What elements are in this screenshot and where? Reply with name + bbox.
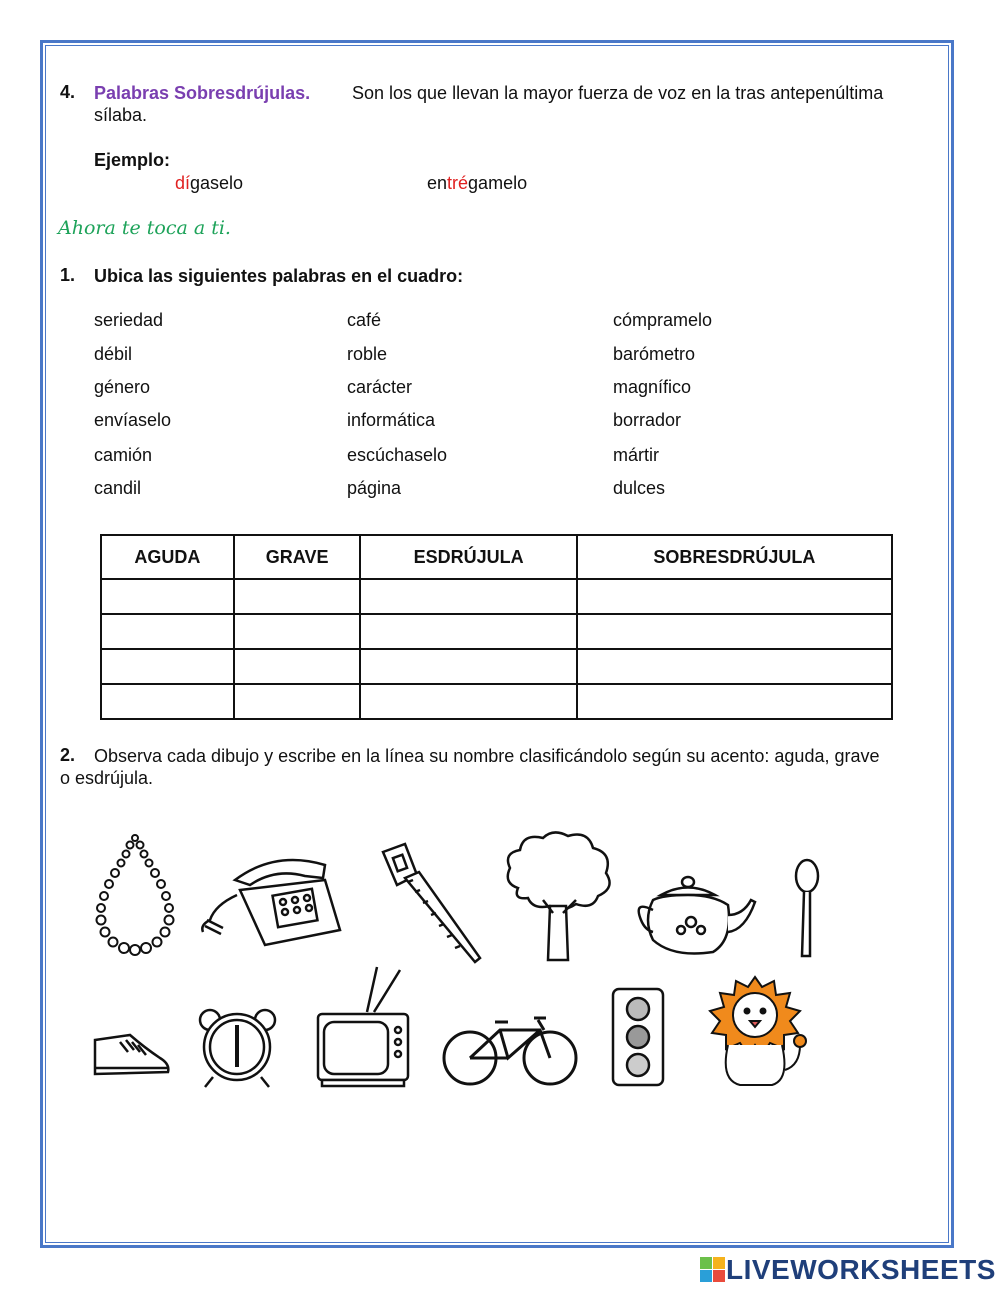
answer-cell[interactable] [234,579,361,614]
word: roble [347,344,388,364]
word: magnífico [613,377,692,397]
exercise1-number: 1. [60,265,76,285]
television-icon [312,962,412,1090]
word: página [347,478,402,498]
answer-cell[interactable] [360,579,576,614]
answer-cell[interactable] [101,649,234,684]
header-esdrujula: ESDRÚJULA [360,535,576,579]
stressed-syllable: dí [175,173,191,193]
answer-cell[interactable] [577,649,892,684]
header-aguda: AGUDA [101,535,234,579]
example-word-2 [427,172,527,194]
answer-cell[interactable] [234,614,361,649]
brand-text: LIVEWORKSHEETS [726,1254,996,1285]
word: seriedad [94,310,164,330]
header-grave: GRAVE [234,535,361,579]
answer-cell[interactable] [101,614,234,649]
word: género [94,377,151,397]
answer-cell[interactable] [360,614,576,649]
section-number: 4. [60,82,76,102]
exercise1-instruction: Ubica las siguientes palabras en el cuadro: [94,266,464,286]
answer-cell[interactable] [577,579,892,614]
unstressed-part: en [427,173,448,193]
definition-line2: sílaba. [94,105,148,125]
liveworksheets-logo [700,1255,996,1285]
word: débil [94,344,133,364]
section-title: Palabras Sobresdrújulas. [94,83,311,103]
alarm-clock-icon [195,1005,280,1090]
classification-table [100,534,893,720]
word: carácter [347,377,413,397]
exercise2-instruction-line2: o esdrújula. [60,768,154,788]
answer-cell[interactable] [360,684,576,719]
word: escúchaselo [347,445,448,465]
stressed-syllable: tré [447,173,469,193]
saw-icon [375,840,485,965]
answer-cell[interactable] [101,579,234,614]
word: envíaselo [94,410,172,430]
telephone-icon [195,850,345,950]
sneaker-icon [90,1030,172,1080]
definition-line1: Son los que llevan la mayor fuerza de voz en la tras antepenúltima [352,83,884,103]
necklace-icon [90,830,180,960]
tree-icon [498,828,618,963]
word: candil [94,478,142,498]
word: informática [347,410,436,430]
spoon-icon [790,858,825,963]
example-label: Ejemplo: [94,150,171,170]
bicycle-icon [440,1000,580,1090]
exercise2-number: 2. [60,745,76,765]
word: cómpramelo [613,310,713,330]
answer-cell[interactable] [101,684,234,719]
word: dulces [613,478,666,498]
word: mártir [613,445,659,465]
word: camión [94,445,153,465]
word: barómetro [613,344,696,364]
word: borrador [613,410,682,430]
lion-icon [700,975,810,1090]
answer-cell[interactable] [577,614,892,649]
unstressed-part: gaselo [190,173,244,193]
answer-cell[interactable] [577,684,892,719]
unstressed-part: gamelo [468,173,528,193]
answer-cell[interactable] [234,649,361,684]
now-your-turn-heading: Ahora te toca a ti. [58,217,231,239]
logo-blocks-icon [700,1257,726,1283]
answer-cell[interactable] [360,649,576,684]
word: café [347,310,382,330]
answer-cell[interactable] [234,684,361,719]
traffic-light-icon [605,985,670,1090]
header-sobresdrujula: SOBRESDRÚJULA [577,535,892,579]
teapot-icon [633,870,758,960]
example-word-1 [175,172,243,194]
exercise2-instruction-line1: Observa cada dibujo y escribe en la línea su nombre clasificándolo según su acento: aguda, grave [94,746,880,766]
